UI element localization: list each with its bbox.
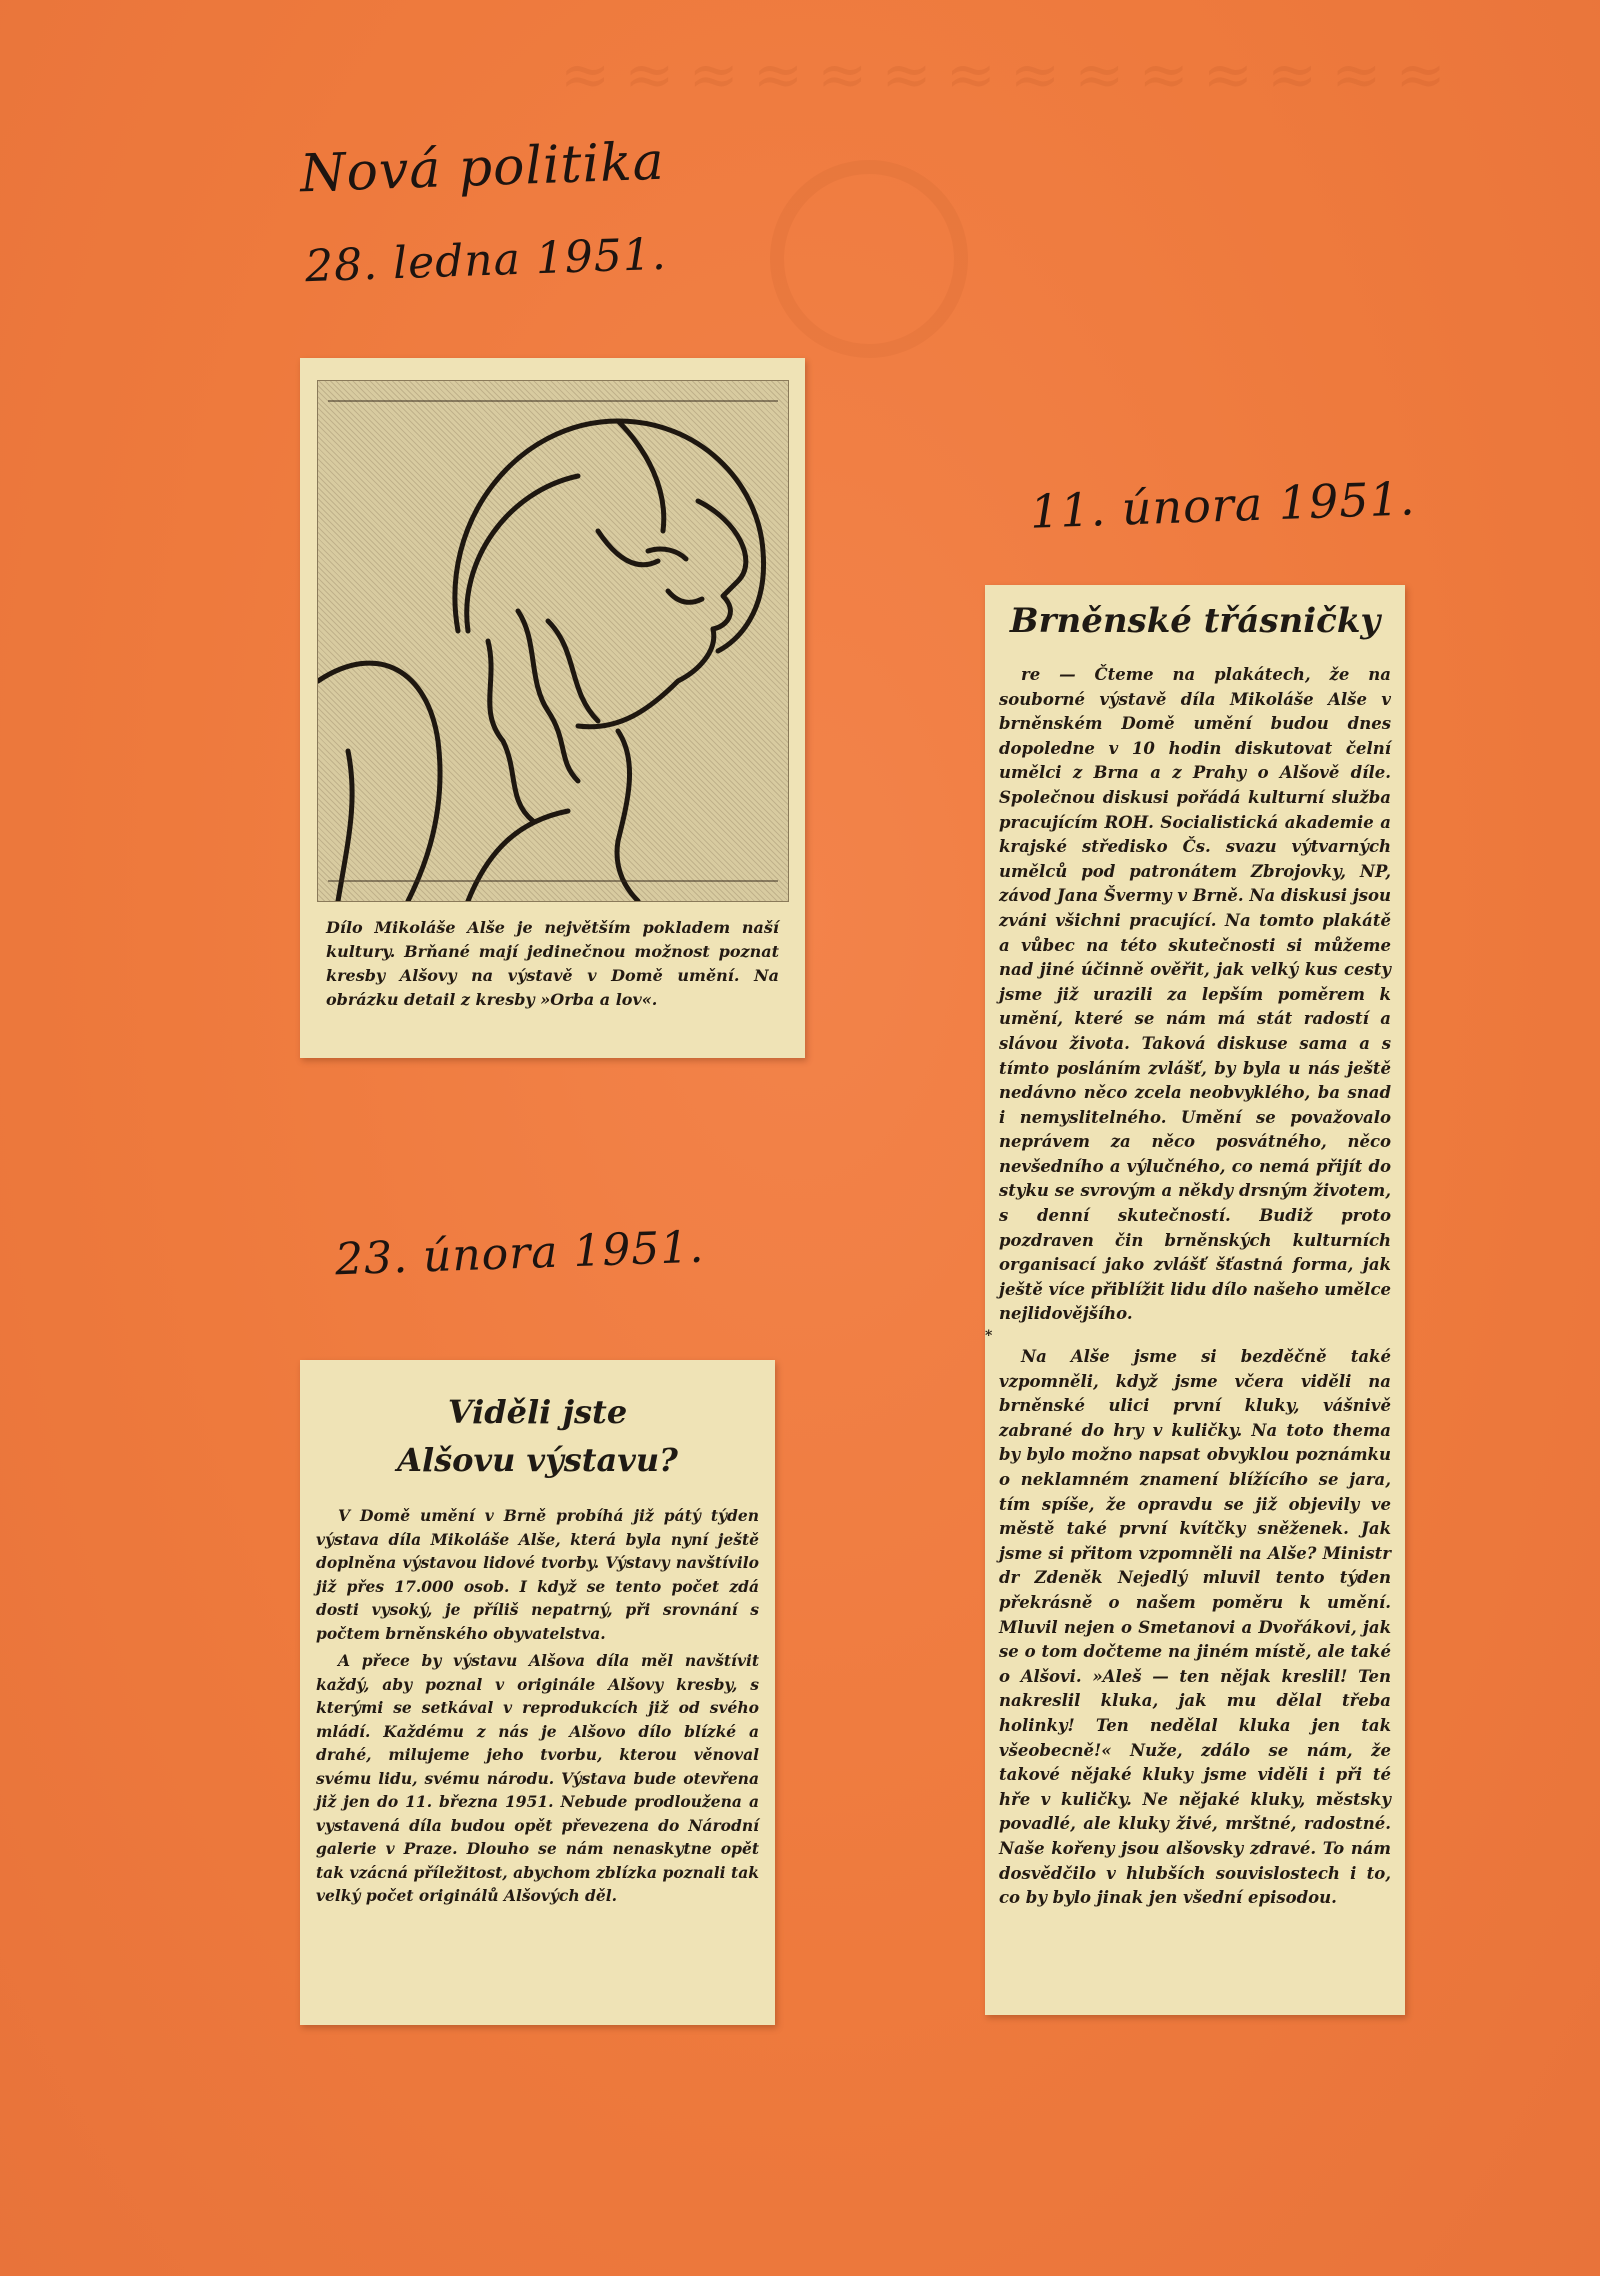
article-title: Brněnské třásničky (1009, 601, 1381, 641)
clipping-illustration (300, 358, 805, 1058)
article-paragraph-1: re — Čteme na plakátech, že na souborné výstavě díla Mikoláše Alše v brněnském Domě umění budou dnes dopoledne v 10 hodin diskutovat čelní umělci z Brna a z Prahy o Alšově díle. Společnou diskusi pořádá kulturní služba pracujícím ROH. Socialistická akademie a krajské středisko Čs. svazu výtvarných umělců pod patronátem Zbrojovky, NP, závod Jana Švermy v Brně. Na diskusi jsou zváni všichni pracující. Na tomto plakátě a vůbec na této skutečnosti si můžeme nad jiné účinně ověřit, jak velký kus cesty jsme již urazili za lepším poměrem k umění, které se nám má stát radostí a slávou života. Taková diskuse sama a s tímto posláním zvlášť, by byla u nás ještě nedávno něco zcela neobvyklého, ba snad i nemyslitelného. Umění se považovalo neprávem za něco posvátného, něco nevšedního a výlučného, co nemá přijít do styku se svrovým a někdy drsným životem, s denní skutečností. Budiž proto pozdraven čin brněnských kulturních organisací jako zvlášť šťastná forma, jak ještě více přiblížit lidu dílo našeho umělce nejlidovějšího. (999, 665, 1391, 1324)
illustration-caption: Dílo Mikoláše Alše je největším pokladem naší kultury. Brňané mají jedinečnou možnost poznat kresby Alšovy na výstavě v Domě umění. Na obrázku detail z kresby »Orba a lov«. (326, 918, 779, 1009)
article-paragraph-1: V Domě umění v Brně probíhá již pátý týden výstava díla Mikoláše Alše, která byla nyní ještě doplněna výstavou lidové tvorby. Výstavy navštívilo již přes 17.000 osob. I když se tento počet zdá dosti vysoký, je příliš nepatrný, při srovnání s počtem brněnského obyvatelstva. (316, 1506, 759, 1643)
article-paragraph-2: Na Alše jsme si bezděčně také vzpomněli, když jsme včera viděli na brněnské ulici první kluky, vášnivě zabrané do hry v kuličky. Na toto thema by bylo možno napsat obvyklou poznámku o neklamném znamení blížícího se jara, tím spíše, že opravdu se již objevily ve městě také první kvítčky sněženek. Jak jsme si přitom vzpomněli na Alše? Ministr dr Zdeněk Nejedlý mluvil tento týden překrásně o našem poměru k umění. Mluvil nejen o Smetanovi a Dvořákovi, jak se o tom dočteme na jiném místě, ale také o Alšovi. »Aleš — ten nějak kreslil! Ten nakreslil kluka, jak mu dělal třeba holinky! Ten nedělal kluka jen tak všeobecně!« Nuže, zdálo se nám, že takové nějaké kluky jsme viděli i při té hře v kuličky. Ne nějaké kluky, městsky povadlé, ale kluky živé, mrštné, radostné. Naše kořeny jsou alšovsky zdravé. To nám dosvědčilo v hlubších souvislostech i to, co by bylo jinak jen všední episodou. (999, 1347, 1391, 1908)
handwritten-date-3: 23. února 1951. (334, 1221, 706, 1286)
show-through-print: ≈≈≈≈≈≈≈≈≈≈≈≈≈≈ (560, 40, 1460, 110)
article-paragraph-2: A přece by výstavu Alšova díla měl navštívit každý, aby poznal v originále Alšovy kresby, s kterými se setkával v reprodukcích již od svého mládí. Každému z nás je Alšovo dílo blízké a drahé, milujeme jeho tvorbu, kterou věnoval svému lidu, svému národu. Výstava bude otevřena již jen do 11. března 1951. Nebude prodloužena a vystavená díla budou opět převezena do Národní galerie v Praze. Dlouho se nám nenaskytne opět tak vzácná příležitost, abychom zblízka poznali tak velký počet originálů Alšových děl. (316, 1651, 759, 1905)
article-title-line-1: Viděli jste (447, 1393, 628, 1431)
clipping-videli-jste (300, 1360, 775, 2025)
ales-drawing-image (317, 380, 789, 902)
article-title-line-2: Alšovu výstavu? (397, 1441, 678, 1479)
handwritten-newspaper-name: Nová politika (299, 131, 666, 205)
show-through-emblem (770, 160, 968, 358)
portrait-sketch (318, 381, 788, 901)
clipping-brnenske-trasnicky (985, 585, 1405, 2015)
handwritten-date-1: 28. ledna 1951. (304, 228, 668, 293)
section-separator: * (985, 1328, 993, 1345)
handwritten-date-2: 11. února 1951. (1029, 471, 1417, 539)
